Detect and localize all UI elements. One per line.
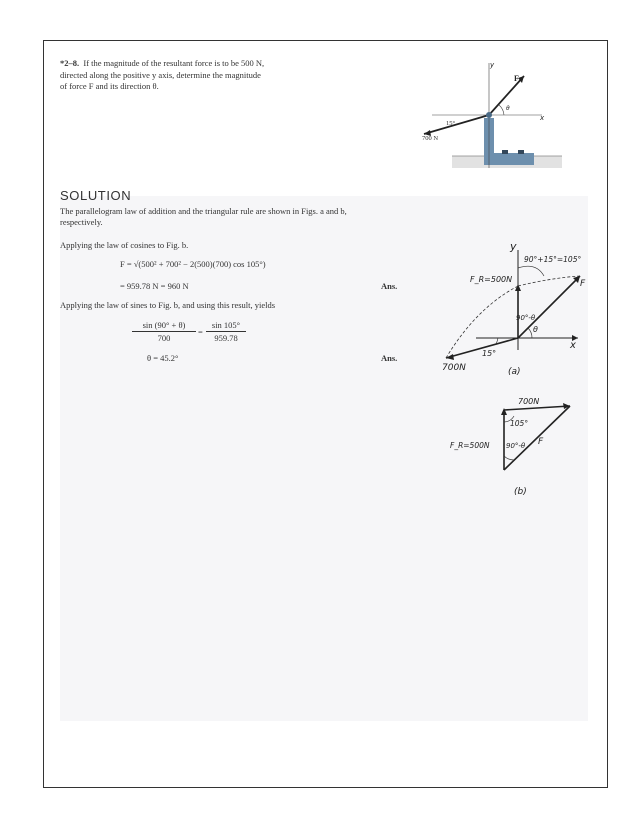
problem-text-line-3: of force F and its direction θ.: [60, 81, 159, 91]
sines-intro: Applying the law of sines to Fig. b, and using this result, yields: [60, 300, 276, 310]
sketch-a-angle-top: 90°+15°=105°: [524, 255, 582, 264]
sketch-a-fifteen: 15°: [482, 349, 497, 358]
fraction-left: [132, 320, 196, 343]
fraction-right-num: sin 105°: [206, 320, 246, 332]
sketch-b-ninety-minus: 90°-θ: [506, 442, 526, 450]
solution-intro: [60, 206, 420, 228]
problem-statement: [60, 58, 310, 93]
theta-result: θ = 45.2°: [147, 353, 179, 363]
cosine-result: = 959.78 N = 960 N: [120, 281, 189, 291]
sketch-b-caption: (b): [514, 487, 527, 497]
cosines-intro: Applying the law of cosines to Fig. b.: [60, 240, 189, 250]
sketch-a-f-label: F: [580, 279, 586, 289]
fraction-left-den: 700: [157, 333, 171, 343]
problem-number: *2–8.: [60, 58, 80, 68]
fraction-equals: =: [198, 327, 203, 337]
answer-label-2: Ans.: [381, 353, 398, 363]
solution-intro-line-2: respectively.: [60, 217, 103, 227]
cosine-equation: F = √(500² + 700² − 2(500)(700) cos 105°): [120, 259, 266, 269]
sketch-a-theta: θ: [533, 325, 538, 334]
solution-heading: SOLUTION: [60, 188, 132, 203]
sketch-a-y-label: y: [510, 240, 517, 253]
fraction-right-den: 959.78: [214, 333, 238, 343]
sketch-a-f-vector: [518, 276, 580, 338]
fig-y-label: y: [490, 61, 495, 69]
problem-text-line-1: If the magnitude of the resultant force is to be 500 N,: [83, 58, 265, 68]
sketch-a-x-label: x: [570, 340, 576, 351]
sketch-b: [448, 394, 578, 498]
sketch-b-f-vector: [504, 406, 570, 470]
answer-label-1: Ans.: [381, 281, 398, 291]
fig-force-label: 700 N: [422, 135, 439, 142]
sketch-b-f-label: F: [538, 437, 544, 447]
sketch-a-caption: (a): [508, 367, 521, 377]
sketch-a-700n: 700N: [442, 363, 466, 373]
sketch-b-fr-label: F_R=500N: [450, 441, 490, 450]
sketch-a-ninety-minus: 90°-θ: [516, 314, 536, 322]
problem-figure: [412, 58, 562, 180]
fig-theta-label: θ: [506, 105, 510, 112]
fig-angle-label: 15°: [446, 120, 456, 127]
force-700-arrow: [424, 115, 489, 134]
sketch-b-700n: 700N: [518, 397, 540, 406]
fig-f-label: F: [514, 74, 519, 83]
fraction-left-num: sin (90° + θ): [132, 320, 196, 332]
fraction-right: [206, 320, 246, 343]
sketch-a-fr-label: F_R=500N: [470, 275, 513, 284]
fig-x-label: x: [540, 114, 545, 122]
sketch-a: [436, 238, 586, 380]
problem-text-line-2: directed along the positive y axis, determine the magnitude: [60, 69, 261, 80]
solution-intro-line-1: The parallelogram law of addition and the triangular rule are shown in Figs. a and b,: [60, 206, 347, 216]
sketch-b-angle105: 105°: [510, 419, 529, 428]
sketch-b-700-vector: [504, 406, 570, 410]
